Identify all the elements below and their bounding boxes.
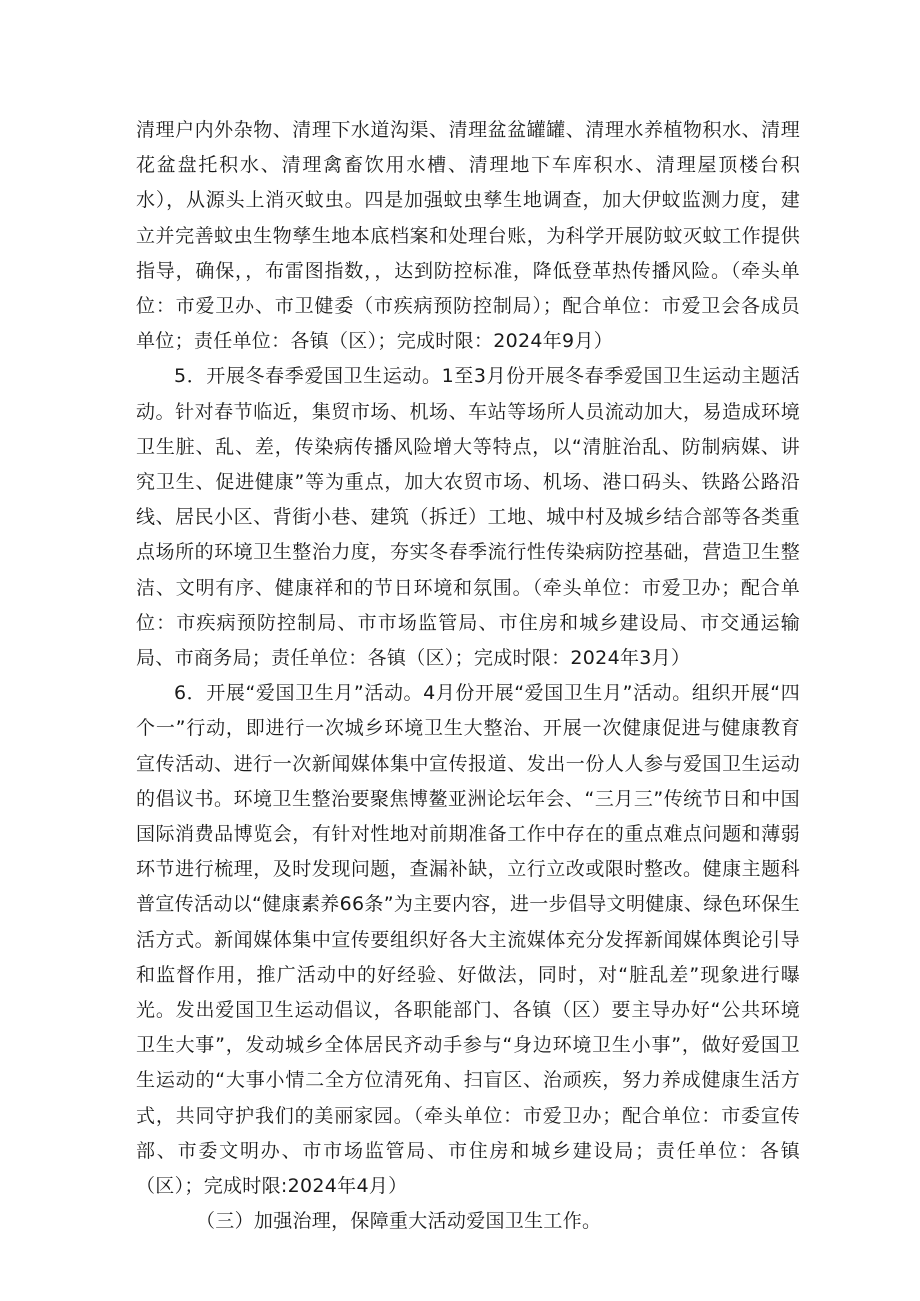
paragraph-item-5: 5．开展冬春季爱国卫生运动。1至3月份开展冬春季爱国卫生运动主题活动。针对春节临近，集贸市场、机场、车站等场所人员流动加大，易造成环境卫生脏、乱、差，传染病传播风险增大等特点，以“清脏治乱、防制病媒、讲究卫生、促进健康”等为重点，加大农贸市场、机场、港口码头、铁路公路沿线、居民小区、背街小巷、建筑（拆迁）工地、城中村及城乡结合部等各类重点场所的环境卫生整治力度，夯实冬春季流行性传染病防控基础，营造卫生整洁、文明有序、健康祥和的节日环境和氛围。（牵头单位：市爱卫办；配合单位：市疾病预防控制局、市市场监管局、市住房和城乡建设局、市交通运输局、市商务局；责任单位：各镇（区）；完成时限：2024年3月） <box>136 365 800 670</box>
section-heading-3: （三）加强治理，保障重大活动爱国卫生工作。 <box>196 1210 602 1233</box>
paragraph-continued: 清理户内外杂物、清理下水道沟渠、清理盆盆罐罐、清理水养植物积水、清理花盆盘托积水、清理禽畜饮用水槽、清理地下车库积水、清理屋顶楼台积水），从源头上消灭蚊虫。四是加强蚊虫孳生地调查，加大伊蚊监测力度，建立并完善蚊虫生物孳生地本底档案和处理台账，为科学开展防蚊灭蚊工作提供指导，确保，，布雷图指数，，达到防控标准，降低登革热传播风险。（牵头单位：市爱卫办、市卫健委（市疾病预防控制局）；配合单位：市爱卫会各成员单位；责任单位：各镇（区）；完成时限：2024年9月） <box>136 119 800 353</box>
document-body <box>136 113 800 1240</box>
paragraph-item-6: 6．开展“爱国卫生月”活动。4月份开展“爱国卫生月”活动。组织开展“四个一”行动，即进行一次城乡环境卫生大整治、开展一次健康促进与健康教育宣传活动、进行一次新闻媒体集中宣传报道、发出一份人人参与爱国卫生运动的倡议书。环境卫生整治要聚焦博鳌亚洲论坛年会、“三月三”传统节日和中国国际消费品博览会，有针对性地对前期准备工作中存在的重点难点问题和薄弱环节进行梳理，及时发现问题，查漏补缺，立行立改或限时整改。健康主题科普宣传活动以“健康素养66条”为主要内容，进一步倡导文明健康、绿色环保生活方式。新闻媒体集中宣传要组织好各大主流媒体充分发挥新闻媒体舆论引导和监督作用，推广活动中的好经验、好做法，同时，对“脏乱差”现象进行曝光。发出爱国卫生运动倡议，各职能部门、各镇（区）要主导办好“公共环境卫生大事”，发动城乡全体居民齐动手参与“身边环境卫生小事”，做好爱国卫生运动的“大事小情二全方位清死角、扫盲区、治顽疾，努力养成健康生活方式，共同守护我们的美丽家园。（牵头单位：市爱卫办；配合单位：市委宣传部、市委文明办、市市场监管局、市住房和城乡建设局；责任单位：各镇（区）；完成时限:2024年4月） <box>136 682 800 1198</box>
